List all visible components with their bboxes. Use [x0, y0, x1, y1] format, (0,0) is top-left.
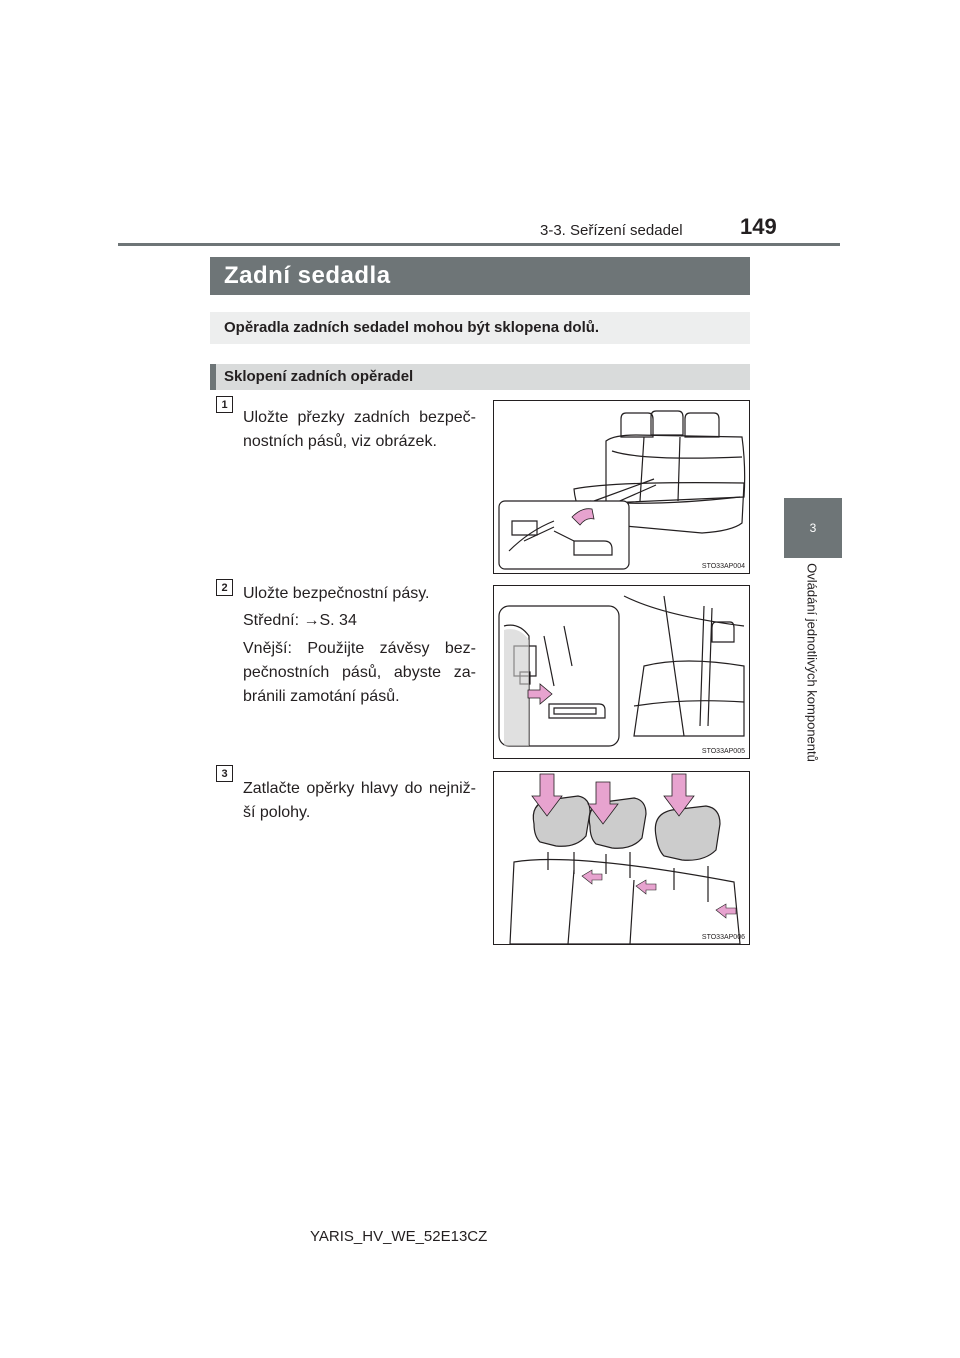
step-2-line-1: Uložte bezpečnostní pásy.: [243, 585, 430, 602]
footer-model-code: YARIS_HV_WE_52E13CZ: [310, 1228, 488, 1245]
intro-text: Opěradla zadních sedadel mohou být sklopena dolů.: [224, 319, 600, 336]
header-rule: [118, 243, 840, 246]
chapter-number: 3: [809, 521, 817, 535]
figure-seatbelt-buckles: [493, 400, 750, 574]
page-title: Zadní sedadla: [224, 262, 391, 289]
step-2-outer-line-1: Vnější: Použijte závěsy bez-: [243, 640, 476, 657]
step-3-line-2: ší polohy.: [243, 804, 311, 821]
step-2-outer-line-2: pečnostních pásů, abyste za-: [243, 664, 476, 681]
figure-code-3: STO33AP006: [701, 934, 745, 941]
figure-headrests: [493, 771, 750, 945]
chapter-title: Ovládání jednotlivých komponentů: [804, 563, 820, 762]
figure-seatbelt-hanger: [493, 585, 750, 759]
step-2-outer-line-3: bránili zamotání pásů.: [243, 688, 400, 705]
step-number-1: 1: [216, 396, 233, 413]
subheading: Sklopení zadních opěradel: [224, 368, 414, 385]
section-title: 3-3. Seřízení sedadel: [540, 222, 683, 239]
page-number: 149: [740, 214, 777, 239]
figure-code-2: STO33AP005: [701, 748, 745, 755]
step-3-line-1: Zatlačte opěrky hlavy do nejniž-: [243, 780, 476, 797]
step-1-line-1: Uložte přezky zadních bezpeč-: [243, 409, 476, 426]
figure-code-1: STO33AP004: [701, 563, 745, 570]
step-1-line-2: nostních pásů, viz obrázek.: [243, 433, 437, 450]
step-number-2: 2: [216, 579, 233, 596]
step-number-3: 3: [216, 765, 233, 782]
step-2-center: Střední: →S. 34: [243, 612, 357, 629]
chapter-tab: [784, 498, 842, 558]
